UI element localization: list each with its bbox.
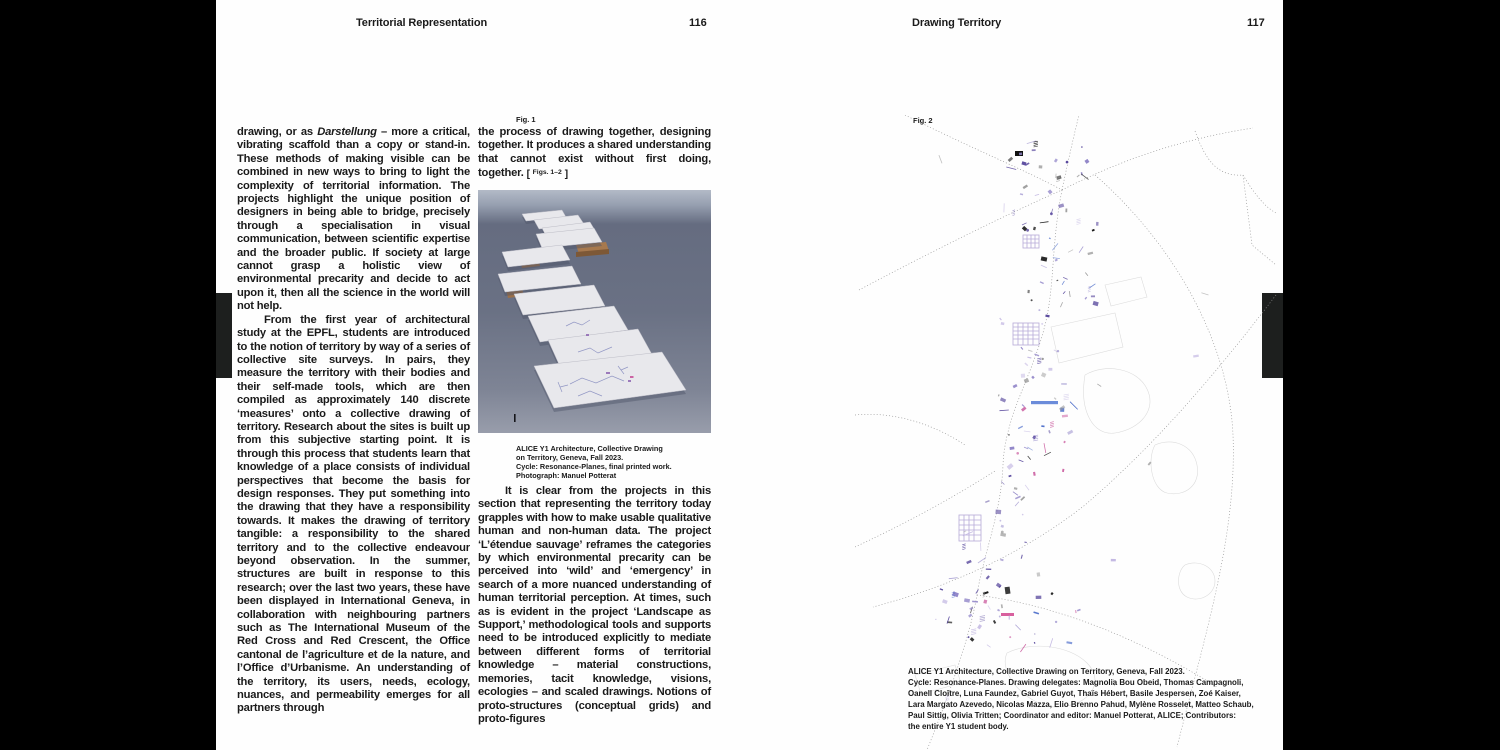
caption-line: ALICE Y1 Architecture, Collective Drawing on Territory, Geneva, Fall 2023. xyxy=(908,667,1185,676)
fig1-photo-image xyxy=(478,190,711,433)
fig1-photo xyxy=(478,190,711,433)
body-text: – more a critical, vibrating scaffold than a copy or stand-in. These methods of making visible can be combined in new ways to bring to light the complexity of territorial information. The projects highlight the unique position of designers in being able to bridge, precisely through a specialisation in visual communication, between scientific expertise and the broader public. If society at large cannot grasp a holistic view of environmental precarity and decide to act upon it, then all the science in the world will not help. xyxy=(237,126,470,313)
fig2-label: Fig. 2 xyxy=(913,116,933,125)
fig1-caption xyxy=(516,444,672,480)
body-text: the process of drawing together, designing together. It produces a shared understanding that cannot exist without first doing, together. xyxy=(478,126,711,180)
figure-reference: [ Figs. 1–2 ] xyxy=(526,169,568,181)
section-edge-tab-left xyxy=(216,293,232,378)
body-text: drawing, or as xyxy=(237,126,318,138)
body-column-1 xyxy=(237,126,470,716)
running-header-right: Drawing Territory xyxy=(912,17,1002,29)
paragraph-continuation xyxy=(237,126,470,314)
caption-line: Photograph: Manuel Potterat xyxy=(516,471,617,480)
caption-line: the entire Y1 student body. xyxy=(908,722,1009,731)
body-column-2-top xyxy=(478,126,711,182)
paragraph-continuation xyxy=(478,126,711,182)
caption-line: on Territory, Geneva, Fall 2023. xyxy=(516,453,624,462)
fig2-drawing-image xyxy=(855,115,1277,750)
page-number-right: 117 xyxy=(1247,17,1265,29)
page-number-left: 116 xyxy=(689,17,707,29)
caption-line: Cycle: Resonance-Planes, final printed work. xyxy=(516,462,672,471)
caption-line: Lara Margato Azevedo, Nicolas Mazza, Elio Brenno Pahud, Mylène Rosselet, Matteo Schaub, xyxy=(908,700,1254,709)
caption-line: Paul Sittig, Olivia Tritten; Coordinator and editor: Manuel Potterat, ALICE; Contributors: xyxy=(908,711,1237,720)
caption-line: ALICE Y1 Architecture, Collective Drawing xyxy=(516,444,663,453)
body-column-2-bottom xyxy=(478,485,711,726)
italic-term: Darstellung xyxy=(317,126,377,138)
fig2-caption xyxy=(908,666,1254,732)
paragraph: From the first year of architectural study at the EPFL, students are introduced to the notion of territory by way of a series of collective site surveys. In pairs, they measure the territory with their bodies and their self-made tools, which are then compiled as approximately 140 discrete ‘measures’ onto a collective drawing of territory. Research about the sites is built up from this subjective starting point. It is through this process that students learn that knowledge of a place consists of individual perspectives that become the basis for design responses. They put something into the drawing that they have a responsibility towards. It makes the drawing of territory tangible: a responsibility to the shared territory and to the collective endeavour beyond observation. In the summer, structures are built in response to this research; over the last two years, these have been displayed in International Geneva, in collaboration with neighbouring partners such as The International Museum of the Red Cross and Red Crescent, the Office cantonal de l’agriculture et de la nature, and l’Office d’Urbanisme. An understanding of the territory, its users, needs, ecology, nuances, and permeability emerges for all partners through xyxy=(237,313,470,715)
fig2-drawing xyxy=(855,115,1277,750)
fig1-label: Fig. 1 xyxy=(516,115,536,124)
paragraph: It is clear from the projects in this section that representing the territory today grapples with how to make usable qualitative human and non-human data. The project ‘L’étendue sauvage’ reframes the categories by which environmental precarity can be perceived into ‘wild’ and ‘emergency’ in search of a more nuanced understanding of human territorial perception. At times, such as is evident in the project ‘Landscape as Support,’ methodological tools and supports need to be introduced explicitly to mediate between different forms of territorial knowledge – material constructions, memories, tacit knowledge, visions, ecologies – and scaled drawings. Notions of proto-structures (conceptual grids) and proto-figures xyxy=(478,485,711,725)
caption-line: Oanell Cloître, Luna Faundez, Gabriel Guyot, Thaïs Hébert, Basile Jespersen, Zoé Kaiser, xyxy=(908,689,1241,698)
running-header-left: Territorial Representation xyxy=(356,17,488,29)
book-spread xyxy=(216,0,1283,750)
caption-line: Cycle: Resonance-Planes. Drawing delegates: Magnolia Bou Obeid, Thomas Campagnoli, xyxy=(908,678,1244,687)
